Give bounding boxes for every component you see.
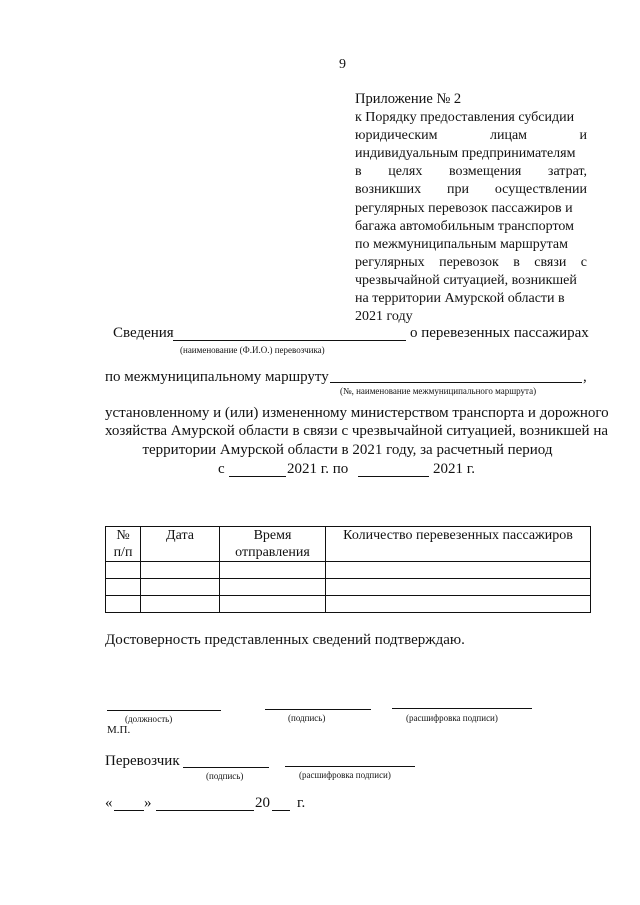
appendix-line: чрезвычайной ситуацией, возникшей <box>355 272 577 288</box>
appendix-line: к Порядку предоставления субсидии <box>355 110 575 126</box>
appendix-line: 2021 году <box>355 309 413 325</box>
body-line: территории Амурской области в 2021 году, за расчетный период <box>142 442 553 458</box>
table-cell[interactable] <box>106 596 141 613</box>
appendix-line: в целях возмещения затрат, <box>355 164 587 180</box>
table-row <box>106 596 591 613</box>
carrier-signature-line <box>183 767 269 768</box>
period-from: с <box>218 461 225 477</box>
route-line <box>330 382 582 383</box>
route-label: по межмуниципальному маршруту <box>105 369 329 385</box>
period-end: 2021 г. <box>433 461 475 477</box>
page-number: 9 <box>339 57 346 72</box>
carrier-decoding-line <box>285 766 415 767</box>
decoding-line <box>392 708 532 709</box>
day-line <box>114 810 144 811</box>
header-count <box>326 527 591 562</box>
position-caption: (должность) <box>125 714 173 724</box>
date-open-quote: « <box>105 795 113 811</box>
header-num-line1: № <box>116 528 130 543</box>
table-cell[interactable] <box>220 562 326 579</box>
period-end-line <box>358 476 429 477</box>
carrier-name-line <box>173 340 406 341</box>
passengers-table <box>105 526 591 613</box>
table-cell[interactable] <box>141 596 220 613</box>
appendix-block <box>355 90 587 326</box>
table-row <box>106 562 591 579</box>
appendix-line: индивидуальным предпринимателям <box>355 146 576 162</box>
body-line: хозяйства Амурской области в связи с чрезвычайной ситуацией, возникшей на <box>105 423 609 439</box>
confirmation-text: Достоверность представленных сведений подтверждаю. <box>105 632 465 648</box>
carrier-label: Перевозчик <box>105 753 180 769</box>
signature-line <box>265 709 371 710</box>
appendix-line: на территории Амурской области в <box>355 291 565 307</box>
date-close-quote: » <box>144 795 152 811</box>
table-cell[interactable] <box>106 579 141 596</box>
carrier-decoding-caption: (расшифровка подписи) <box>299 770 391 780</box>
heading-prefix: Сведения <box>113 325 174 341</box>
appendix-title: Приложение № 2 <box>355 91 462 107</box>
year-line <box>272 810 290 811</box>
header-date-label: Дата <box>166 528 194 543</box>
carrier-caption: (наименование (Ф.И.О.) перевозчика) <box>180 345 325 355</box>
table-cell[interactable] <box>326 596 591 613</box>
heading-suffix: о перевезенных пассажирах <box>410 325 589 341</box>
appendix-line: регулярных перевозок пассажиров и <box>355 200 573 216</box>
table-cell[interactable] <box>141 579 220 596</box>
header-count-label: Количество перевезенных пассажиров <box>343 528 573 543</box>
table-cell[interactable] <box>220 596 326 613</box>
year-suffix: г. <box>297 795 306 811</box>
appendix-line: регулярных перевозок в связи с <box>355 254 587 270</box>
table-cell[interactable] <box>326 562 591 579</box>
table-cell[interactable] <box>106 562 141 579</box>
table-header-row <box>106 527 591 562</box>
decoding-caption: (расшифровка подписи) <box>406 713 498 723</box>
table-cell[interactable] <box>141 562 220 579</box>
appendix-line: по межмуниципальным маршрутам <box>355 236 568 252</box>
stamp-mark: М.П. <box>107 724 131 736</box>
header-time <box>220 527 326 562</box>
year-prefix: 20 <box>255 795 270 811</box>
appendix-line: возникших при осуществлении <box>355 182 587 198</box>
header-date <box>141 527 220 562</box>
month-line <box>156 810 254 811</box>
route-comma: , <box>583 369 587 385</box>
appendix-line: багажа автомобильным транспортом <box>355 218 574 234</box>
header-time-line1: Время <box>253 528 292 543</box>
table-cell[interactable] <box>220 579 326 596</box>
body-line: установленному и (или) измененному министерством транспорта и дорожного <box>105 405 609 421</box>
carrier-signature-caption: (подпись) <box>206 771 244 781</box>
header-time-line2: отправления <box>235 545 310 560</box>
route-caption: (№, наименование межмуниципального маршрута) <box>340 386 537 396</box>
header-num-line2: п/п <box>113 545 133 560</box>
period-start-line <box>229 476 286 477</box>
header-num <box>106 527 141 562</box>
table-row <box>106 579 591 596</box>
period-mid: 2021 г. по <box>287 461 349 477</box>
signature-caption: (подпись) <box>288 713 326 723</box>
position-line <box>107 710 221 711</box>
appendix-line: юридическим лицам и <box>355 128 587 144</box>
table-cell[interactable] <box>326 579 591 596</box>
